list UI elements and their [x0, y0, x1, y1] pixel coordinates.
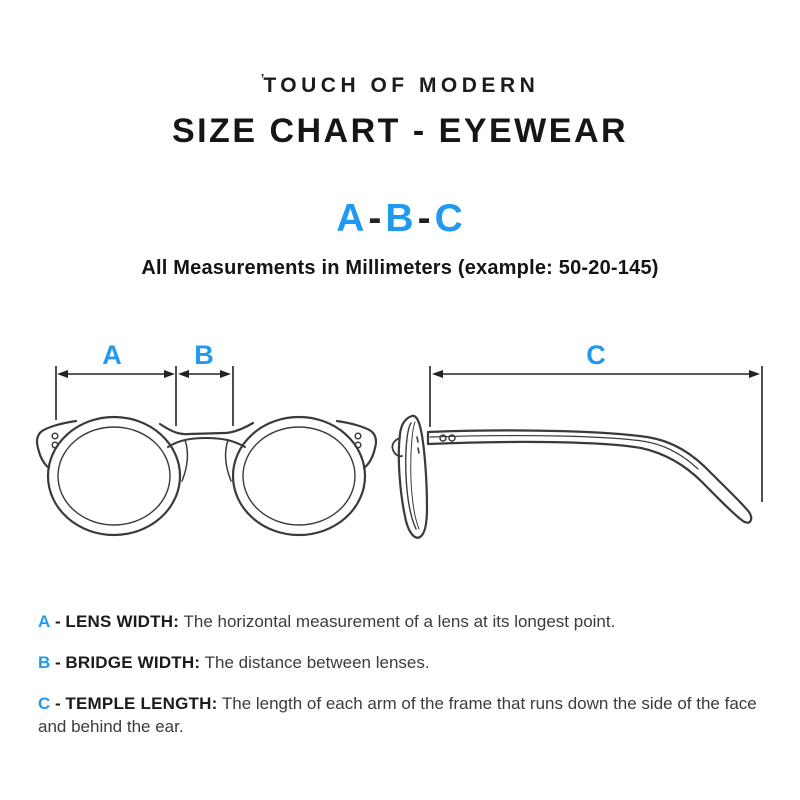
measurement-note: All Measurements in Millimeters (example: 50-20-145)	[141, 257, 659, 279]
glasses-front-drawing	[37, 417, 376, 535]
nose-pad-bump	[392, 438, 402, 456]
brand-logo-text: TOUCH OF MODERN	[263, 74, 540, 97]
formula-separator: -	[417, 197, 432, 240]
formula-letter-a: A	[336, 197, 366, 240]
definition-description: The length of each arm of the frame that runs down the side of the face and behind the ear.	[38, 694, 757, 736]
hinge-slit-top	[417, 437, 418, 442]
definition-description: The distance between lenses.	[204, 653, 430, 672]
definition-term: BRIDGE WIDTH:	[65, 653, 201, 672]
brand-logo-mark: ʼ	[260, 71, 265, 86]
right-lens-inner	[243, 427, 355, 525]
definition-bridge-width	[38, 651, 765, 674]
glasses-side-drawing	[392, 416, 751, 538]
definition-term: LENS WIDTH:	[65, 612, 180, 631]
formula-letter-b: B	[385, 197, 415, 240]
definition-temple-length	[38, 692, 765, 738]
definition-separator: -	[55, 694, 61, 713]
eyewear-measurement-diagram	[0, 330, 800, 612]
formula-separator: -	[368, 197, 383, 240]
definition-letter: C	[38, 694, 51, 713]
brand-logo	[0, 71, 800, 98]
arrowhead	[164, 370, 175, 378]
page-title: SIZE CHART - EYEWEAR	[171, 112, 629, 150]
right-rivet-top	[355, 433, 361, 439]
bridge-keyhole-right	[226, 440, 231, 481]
hinge-slit-bottom	[418, 448, 419, 453]
label-c: C	[586, 340, 606, 370]
definition-description: The horizontal measurement of a lens at its longest point.	[183, 612, 616, 631]
definition-lens-width	[38, 610, 765, 633]
abc-formula	[0, 197, 800, 241]
definition-letter: A	[38, 612, 51, 631]
definition-term: TEMPLE LENGTH:	[65, 694, 218, 713]
left-lens-outer	[48, 417, 180, 535]
arrowhead	[178, 370, 189, 378]
definitions-list	[38, 610, 765, 756]
arrowhead	[432, 370, 443, 378]
definition-letter: B	[38, 653, 51, 672]
definition-separator: -	[55, 612, 61, 631]
arrowhead	[57, 370, 68, 378]
measurement-labels	[102, 340, 606, 370]
arrowhead	[220, 370, 231, 378]
arrowhead	[749, 370, 760, 378]
right-lens-outer	[233, 417, 365, 535]
bridge-arch	[168, 438, 245, 447]
label-a: A	[102, 340, 122, 370]
left-rivet-top	[52, 433, 58, 439]
temple-arm	[428, 430, 751, 522]
formula-letter-c: C	[434, 197, 464, 240]
bridge-top-edge	[160, 423, 253, 434]
definition-separator: -	[55, 653, 61, 672]
left-lens-inner	[58, 427, 170, 525]
label-b: B	[194, 340, 214, 370]
temple-rivet-left	[440, 435, 446, 441]
bridge-keyhole-left	[182, 440, 187, 481]
